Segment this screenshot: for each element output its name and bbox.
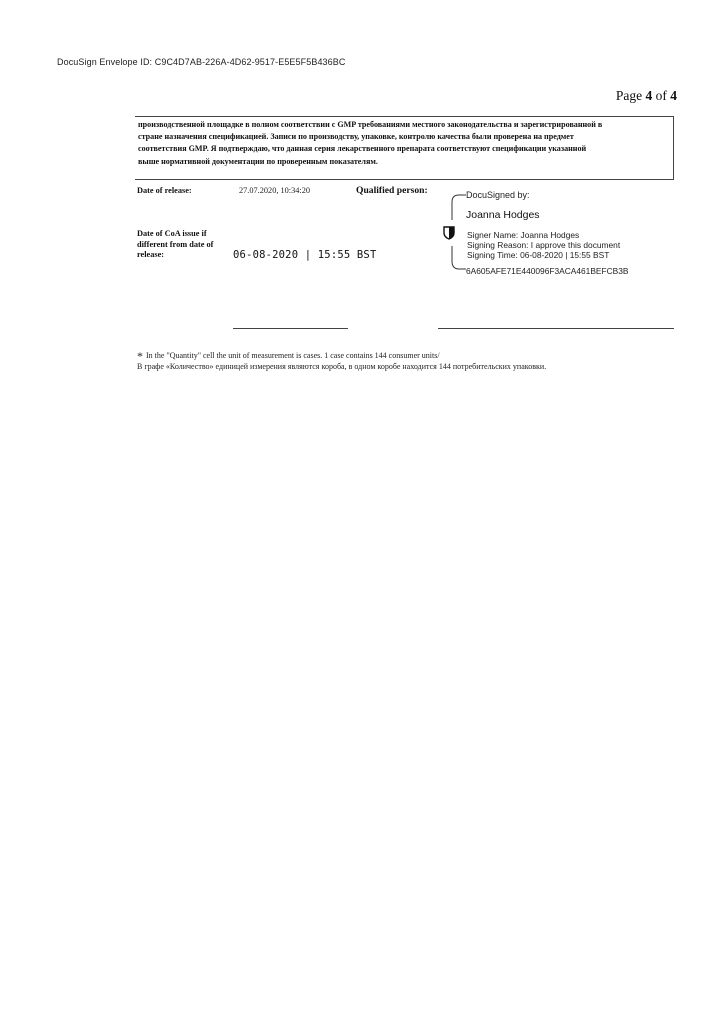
signature-line-left <box>233 328 348 329</box>
page-total: 4 <box>670 88 677 103</box>
page-of: of <box>652 88 671 103</box>
footnote-en-text: In the "Quantity" cell the unit of measurement is cases. 1 case contains 144 consumer units/ <box>146 351 440 360</box>
signer-signature: Joanna Hodges <box>466 209 540 221</box>
date-of-release-value: 27.07.2020, 10:34:20 <box>239 186 310 195</box>
page-current: 4 <box>645 88 653 103</box>
coa-issue-date-value: 06-08-2020 | 15:55 BST <box>233 249 377 261</box>
statement-line: соответствия GMP. Я подтверждаю, что данная серия лекарственного препарата соответствуют спецификации указанной <box>138 144 587 154</box>
shield-icon <box>443 226 455 240</box>
coa-issue-date-label <box>137 229 232 261</box>
coa-label-line: release: <box>137 250 165 259</box>
page-number <box>616 88 677 104</box>
date-of-release-label: Date of release: <box>137 186 192 195</box>
coa-label-line: different from date of <box>137 239 214 249</box>
statement-line: выше нормативной документации по проверенным показателям. <box>138 156 378 166</box>
signing-time-line: Signing Time: 06-08-2020 | 15:55 BST <box>467 250 610 260</box>
coa-label-line: Date of CoA issue if <box>137 229 207 238</box>
page-prefix: Page <box>615 88 646 103</box>
signing-reason-line: Signing Reason: I approve this document <box>467 240 621 250</box>
statement-line: стране назначения спецификацией. Записи по производству, упаковке, контролю качества были проверена на предмет <box>138 132 574 142</box>
signature-id: 6A605AFE71E440096F3ACA461BEFCB3B <box>466 266 629 276</box>
statement-text <box>138 119 672 168</box>
signature-line-right <box>438 328 674 329</box>
footnote-ru: В графе «Количество» единицей измерения являются короба, в одном коробе находится 144 потребительских упаковки. <box>137 362 547 371</box>
statement-line: производственной площадке в полном соответствии с GMP требованиями местного законодательства и зарегистрированной в <box>138 120 603 129</box>
signer-name-line: Signer Name: Joanna Hodges <box>467 230 580 240</box>
envelope-id: DocuSign Envelope ID: C9C4D7AB-226A-4D62-9517-E5E5F5B436BC <box>57 57 346 67</box>
docusigned-by-label: DocuSigned by: <box>466 190 530 200</box>
qualified-person-label: Qualified person: <box>356 185 428 196</box>
footnote-star: * <box>137 349 143 363</box>
